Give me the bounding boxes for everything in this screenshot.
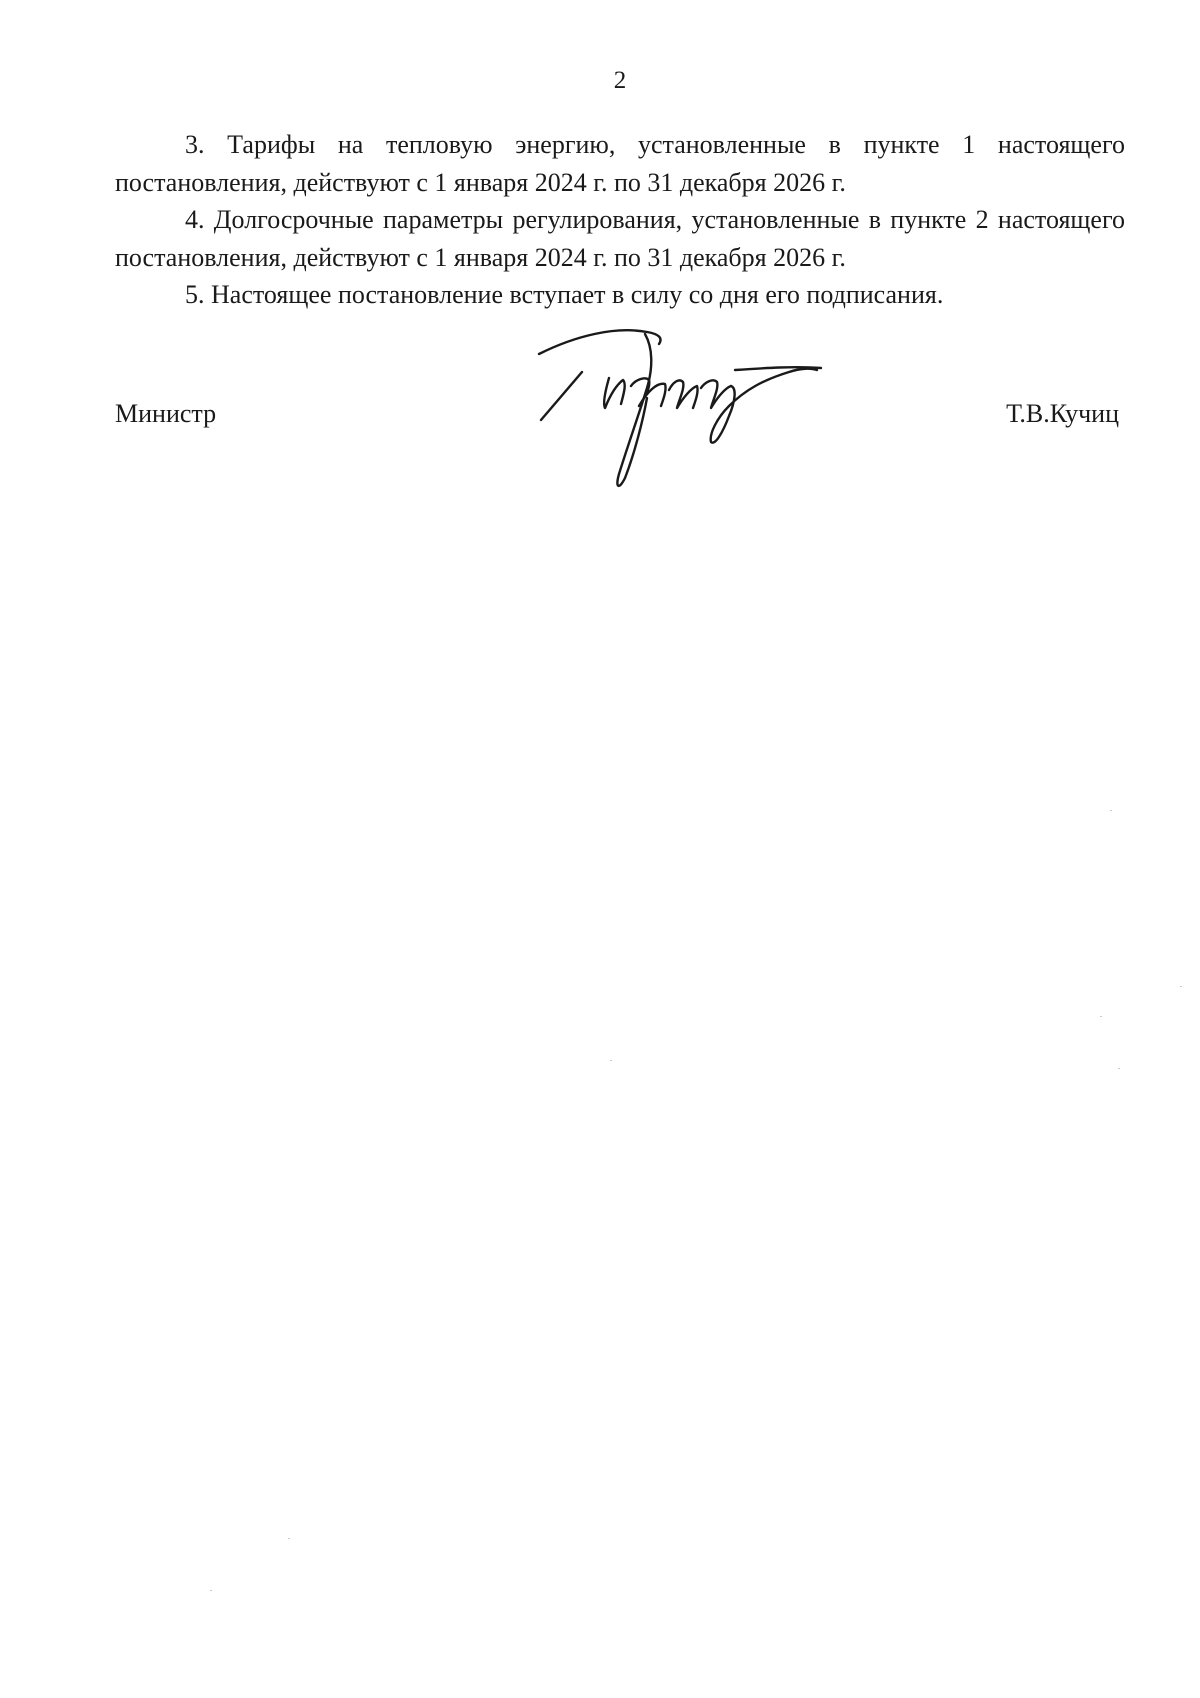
handwritten-signature	[535, 328, 825, 498]
scan-speck	[288, 1538, 290, 1539]
scan-speck	[1110, 810, 1112, 811]
signer-position: Министр	[115, 399, 217, 428]
scan-speck	[1180, 986, 1182, 987]
page-number: 2	[613, 67, 627, 94]
scan-speck	[210, 1590, 212, 1591]
paragraph-tariffs: 3. Тарифы на тепловую энергию, установленные в пункте 1 настоящего постановления, действуют с 1 января 2024 г. по 31 декабря 2026 г.	[115, 130, 1125, 197]
signer-name: Т.В.Кучиц	[1006, 399, 1119, 428]
scan-speck	[1118, 1068, 1120, 1069]
paragraph-long-term-parameters: 4. Долгосрочные параметры регулирования, установленные в пункте 2 настоящего постановления, действуют с 1 января 2024 г. по 31 декабря 2026 г.	[115, 205, 1125, 272]
document-body	[115, 126, 1125, 314]
paragraph-effective-date: 5. Настоящее постановление вступает в силу со дня его подписания.	[185, 280, 944, 309]
scan-speck	[1100, 1016, 1102, 1017]
scan-speck	[610, 1060, 612, 1061]
